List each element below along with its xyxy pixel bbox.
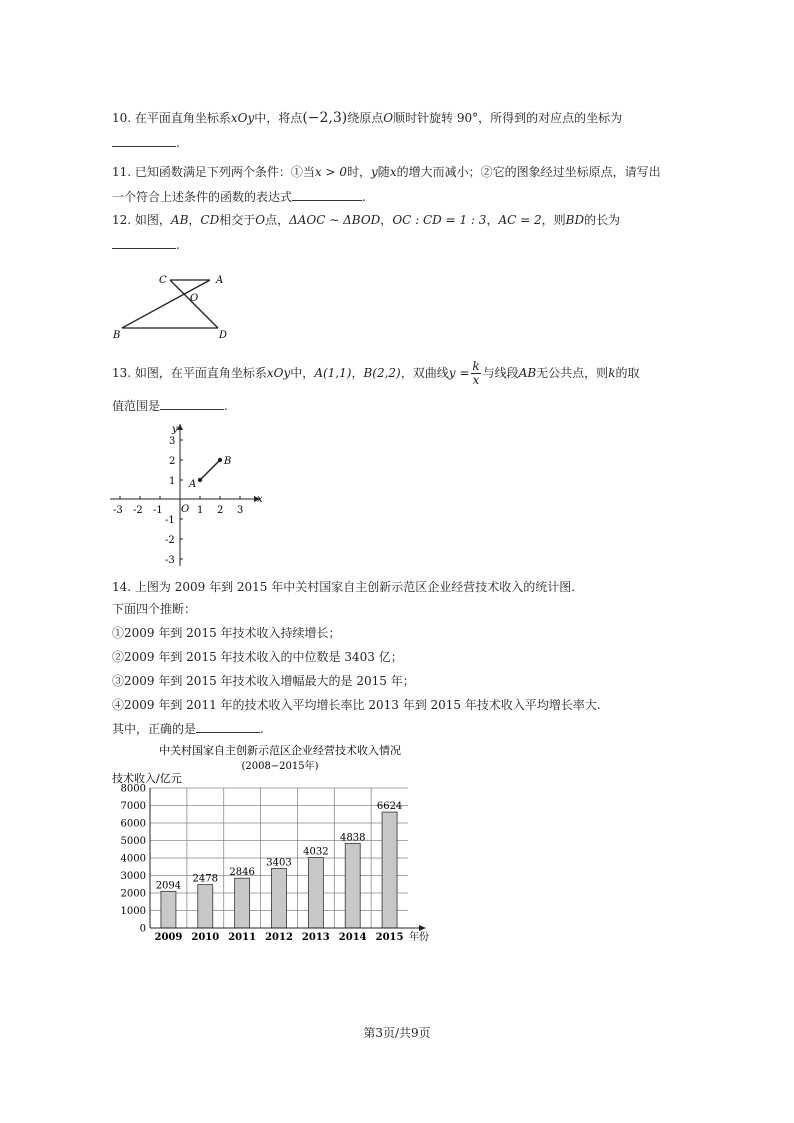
- bar-value-label: 4032: [303, 846, 329, 858]
- x-tick-label: 2015: [375, 932, 404, 943]
- label-o: O: [190, 293, 199, 304]
- x-tick-label: -1: [153, 505, 163, 516]
- bar-value-label: 2478: [192, 873, 219, 885]
- x-tick-label: 2013: [301, 932, 330, 943]
- x-tick-label: -3: [113, 505, 123, 516]
- q10-answer-line: .: [112, 134, 180, 152]
- origin-label: O: [181, 504, 190, 515]
- x-tick-label: 2: [217, 505, 224, 516]
- bar-2015: [382, 812, 397, 928]
- x-tick-label: -2: [133, 505, 143, 516]
- y-tick-label: 8000: [120, 783, 146, 795]
- label-a: A: [189, 479, 197, 490]
- y-tick-label: 2000: [120, 888, 146, 900]
- answer-blank[interactable]: [160, 397, 224, 410]
- chart-subtitle: (2008−2015年): [241, 761, 319, 772]
- segment-ab: [200, 460, 220, 480]
- q14-option-2: ②2009 年到 2015 年技术收入的中位数是 3403 亿；: [112, 650, 403, 664]
- q14-option-4: ④2009 年到 2011 年的技术收入平均增长率比 2013 年到 2015 年技术收入平均增长率大.: [112, 698, 601, 712]
- label-d: D: [219, 330, 228, 341]
- bar-2013: [308, 857, 323, 928]
- bar-value-label: 2846: [229, 867, 255, 879]
- q13-graph: [108, 420, 268, 570]
- label-b: B: [113, 330, 121, 341]
- answer-blank[interactable]: [112, 134, 176, 147]
- q14-line1: 14. 上图为 2009 年到 2015 年中关村国家自主创新示范区企业经营技术收入的统计图.: [112, 580, 576, 594]
- point-a: [198, 478, 202, 482]
- y-tick-label: -3: [165, 555, 175, 566]
- fraction-k-over-x: $\frac{k}{x}$: [472, 359, 480, 387]
- q11-line1: 11. 已知函数满足下列两个条件：①当x > 0时，y随x的增大而减小；②它的图象经过坐标原点，请写出: [112, 165, 661, 179]
- segment-cd: [170, 280, 218, 328]
- x-axis-arrow: [419, 925, 426, 931]
- label-b: B: [224, 456, 232, 467]
- y-tick-label: 3000: [120, 871, 146, 882]
- q14-answer-line: 其中，正确的是 .: [112, 722, 264, 736]
- q11-line2: 一个符合上述条件的函数的表达式 .: [112, 190, 366, 204]
- x-tick-label: 2010: [191, 932, 220, 943]
- bar-2010: [198, 885, 213, 928]
- segment-ab: [122, 280, 210, 328]
- q10-line1: 10. 在平面直角坐标系xOy中，将点(−2,3)绕原点O顺时针旋转 90°，所得到的对应点的坐标为: [112, 110, 623, 126]
- q12-answer-line: .: [112, 236, 180, 254]
- bar-value-label: 3403: [266, 857, 292, 869]
- q13-line2: 值范围是 .: [112, 399, 228, 413]
- y-tick-label: 5000: [120, 836, 146, 847]
- x-tick-label: 2011: [228, 932, 257, 943]
- y-tick-label: 1: [169, 476, 176, 487]
- x-tick-label: 2014: [338, 932, 367, 943]
- y-axis-arrow: [177, 424, 183, 430]
- y-tick-label: -2: [165, 535, 175, 546]
- bar-2014: [345, 843, 360, 928]
- bar-value-label: 6624: [376, 801, 403, 813]
- x-tick-label: 2009: [154, 932, 183, 943]
- bar-2009: [161, 891, 176, 928]
- point-b: [218, 458, 222, 462]
- x-tick-label: 3: [237, 505, 244, 516]
- q13-line1: 13. 如图，在平面直角坐标系xOy中，A(1,1)，B(2,2)，双曲线y = $\frac{k}{x}$ 与线段AB无公共点，则k的取: [112, 359, 640, 387]
- y-tick-label: 6000: [120, 818, 146, 830]
- answer-blank[interactable]: [292, 188, 362, 201]
- y-axis-title: 技术收入/亿元: [112, 772, 182, 785]
- y-tick-label: 3: [169, 436, 176, 447]
- chart-title: 中关村国家自主创新示范区企业经营技术收入情况: [159, 744, 401, 757]
- y-tick-label: 7000: [120, 801, 146, 812]
- bar-value-label: 2094: [155, 880, 182, 892]
- q12-line1: 12. 如图，AB，CD相交于O点，ΔAOC ∼ ΔBOD，OC : CD = 1 : 3，AC = 2，则BD的长为: [112, 213, 621, 227]
- y-tick-label: -1: [165, 515, 175, 526]
- q12-figure: [108, 270, 238, 342]
- y-tick-label: 2: [169, 456, 176, 467]
- bar-value-label: 4838: [339, 832, 366, 844]
- y-tick-label: 0: [139, 923, 146, 935]
- x-tick-label: 2012: [265, 932, 293, 943]
- y-tick-label: 4000: [120, 853, 146, 865]
- x-tick-label: 1: [197, 505, 204, 516]
- q14-option-3: ③2009 年到 2015 年技术收入增幅最大的是 2015 年；: [112, 674, 415, 688]
- answer-blank[interactable]: [112, 236, 176, 249]
- y-axis-label: y: [172, 424, 178, 435]
- x-axis-title: 年份: [409, 932, 429, 943]
- answer-blank[interactable]: [196, 720, 260, 733]
- var-xoy: xOy: [230, 111, 255, 125]
- point-neg2-3: (−2,3): [302, 110, 348, 126]
- x-axis-label: x: [257, 494, 263, 505]
- q14-line2: 下面四个推断：: [112, 602, 197, 616]
- y-tick-label: 1000: [120, 906, 146, 917]
- bar-2012: [272, 868, 287, 928]
- revenue-bar-chart: [100, 742, 440, 947]
- label-a: A: [216, 275, 224, 286]
- bar-2011: [235, 878, 250, 928]
- label-c: C: [159, 275, 167, 286]
- page-footer: 第3页/共9页: [363, 1026, 431, 1040]
- q14-option-1: ①2009 年到 2015 年技术收入持续增长；: [112, 626, 341, 640]
